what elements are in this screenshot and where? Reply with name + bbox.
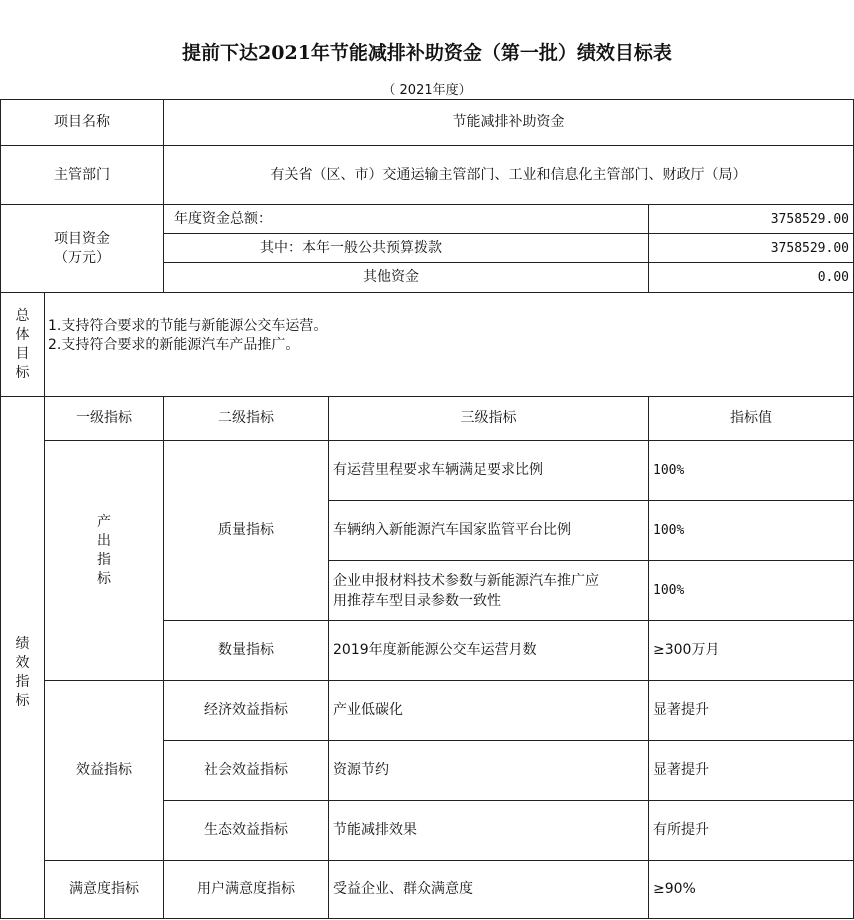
benefit-indicator-label: 效益指标 [76,762,132,778]
header-value: 指标值 [730,410,772,426]
project-name-value: 节能减排补助资金 [452,114,565,130]
ecological-benefit-value: 有所提升 [653,822,709,838]
quality-row-2-value: 100% [653,523,685,538]
output-label-char: 标 [97,570,111,587]
user-satisfaction-indicator: 受益企业、群众满意度 [333,881,473,897]
quality-indicator-label: 质量指标 [218,522,274,538]
social-benefit-value: 显著提升 [653,762,709,778]
quantity-row-value: ≥300万月 [653,642,720,658]
performance-label-char: 标 [15,692,30,709]
header-level2: 二级指标 [218,410,274,426]
project-fund-label-line1: 项目资金 [54,230,110,247]
header-level3: 三级指标 [460,410,517,426]
project-fund-label [1,205,163,292]
overall-goal-label [1,293,44,396]
department-value: 有关省（区、市）交通运输主管部门、工业和信息化主管部门、财政厅（局） [270,166,747,183]
fund-total-value: 3758529.00 [770,211,849,227]
output-label-char: 产 [97,513,111,530]
document-year: （ 2021年度） [382,83,472,98]
quality-row-3-indicator-line1: 企业申报材料技术参数与新能源汽车推广应 [333,572,599,589]
quality-row-3-value: 100% [653,583,685,598]
performance-label-char: 指 [15,673,30,690]
output-label-char: 指 [97,551,111,568]
overall-goal-label-char: 体 [15,326,30,343]
ecological-benefit-indicator: 节能减排效果 [333,822,417,838]
satisfaction-indicator-label: 满意度指标 [69,881,139,897]
fund-public-budget-label: 其中：本年一般公共预算拨款 [260,239,442,256]
social-benefit-label: 社会效益指标 [204,762,288,778]
performance-label-char: 效 [15,654,30,671]
table-border-bottom [0,918,854,919]
fund-public-budget-value: 3758529.00 [770,240,849,256]
economic-benefit-label: 经济效益指标 [204,702,288,718]
performance-indicator-label [1,397,44,918]
department-label: 主管部门 [54,166,110,183]
performance-label-char: 绩 [15,635,30,652]
overall-goal-content [45,293,853,396]
user-satisfaction-label: 用户满意度指标 [197,881,295,897]
quality-row-1-value: 100% [653,463,685,478]
fund-other-value: 0.00 [817,270,849,285]
overall-goal-label-char: 目 [15,345,30,362]
quality-row-1-indicator: 有运营里程要求车辆满足要求比例 [333,462,543,478]
quality-row-3-indicator [329,561,648,620]
output-label-char: 出 [97,532,111,549]
quantity-row-indicator: 2019年度新能源公交车运营月数 [333,642,537,658]
overall-goal-item: 1.支持符合要求的节能与新能源公交车运营。 [48,318,328,334]
document-title: 提前下达2021年节能减排补助资金（第一批）绩效目标表 [182,42,672,64]
economic-benefit-value: 显著提升 [653,702,709,718]
quality-row-3-indicator-line2: 用推荐车型目录参数一致性 [333,592,501,609]
ecological-benefit-label: 生态效益指标 [204,822,288,838]
fund-other-label: 其他资金 [363,269,419,285]
header-level1: 一级指标 [76,410,132,426]
economic-benefit-indicator: 产业低碳化 [333,702,403,718]
overall-goal-label-char: 总 [15,307,30,324]
output-indicator-label [45,441,163,680]
overall-goal-item: 2.支持符合要求的新能源汽车产品推广。 [48,337,300,353]
project-fund-label-line2: （万元） [54,249,110,266]
fund-total-label: 年度资金总额： [174,210,272,227]
user-satisfaction-value: ≥90% [653,881,696,897]
quality-row-2-indicator: 车辆纳入新能源汽车国家监管平台比例 [333,522,571,538]
social-benefit-indicator: 资源节约 [333,762,389,778]
overall-goal-label-char: 标 [15,364,30,381]
quantity-indicator-label: 数量指标 [218,642,274,658]
project-name-label: 项目名称 [54,114,110,130]
